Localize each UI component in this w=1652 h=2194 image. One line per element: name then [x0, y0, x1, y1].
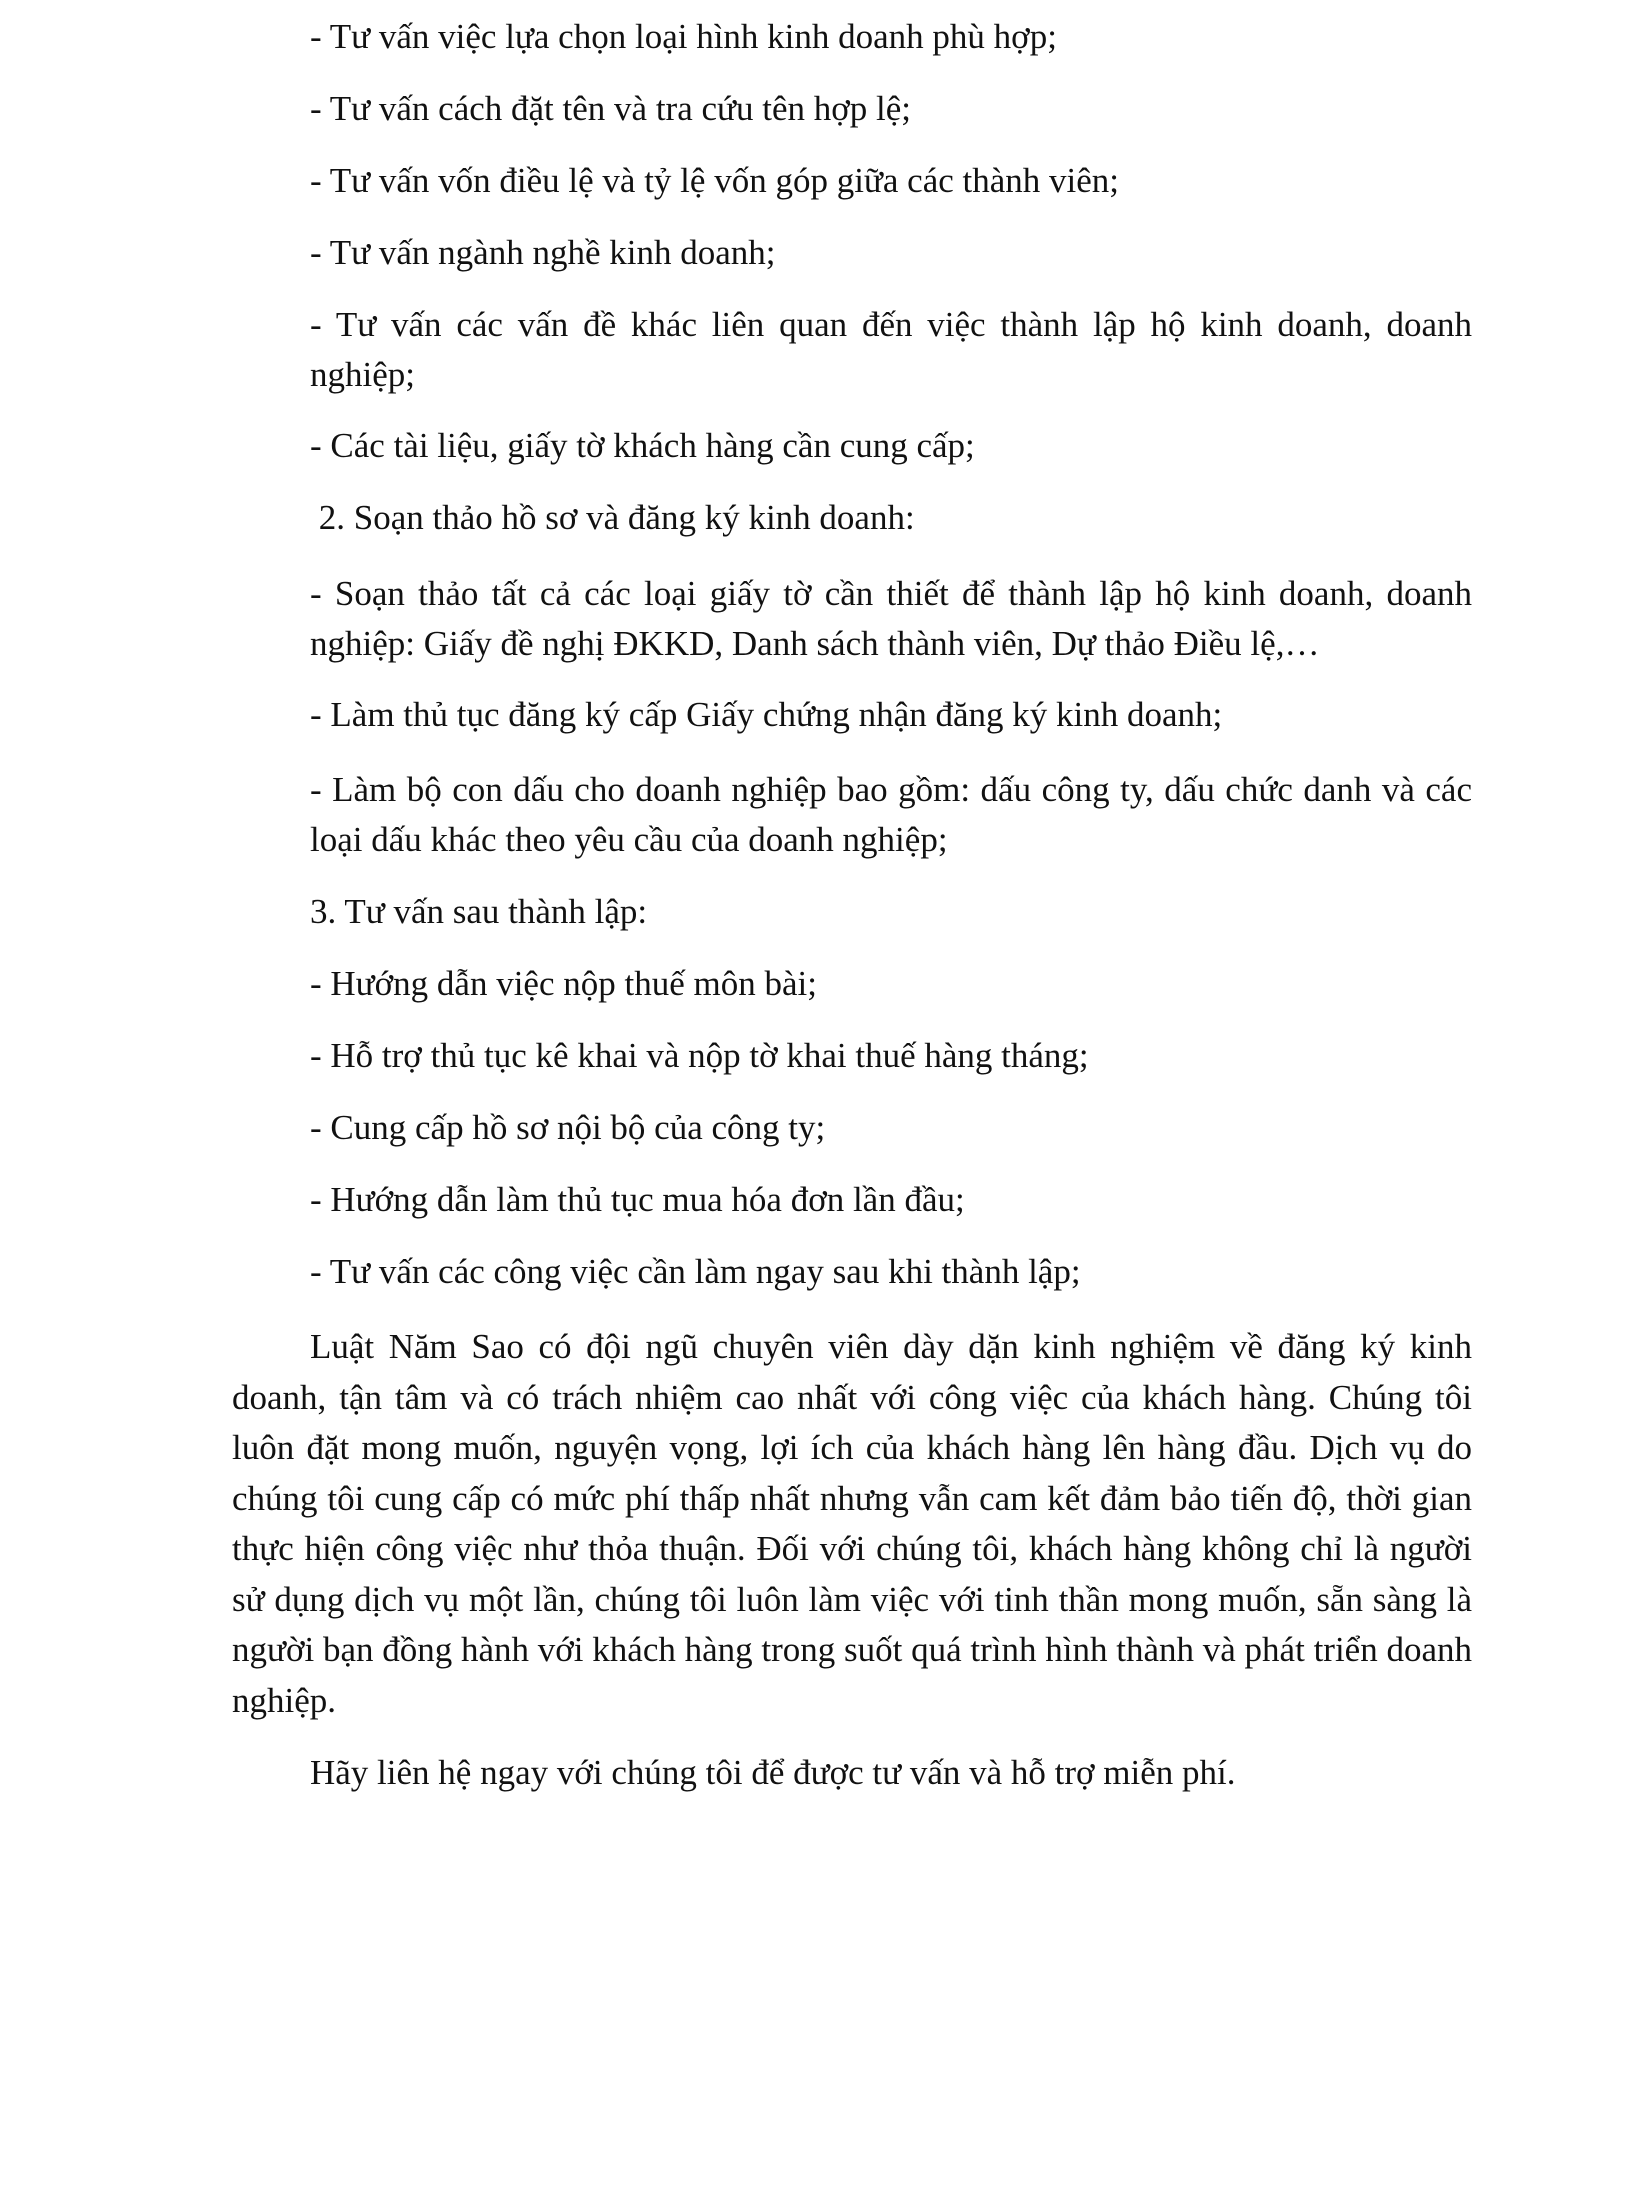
list-item: - Soạn thảo tất cả các loại giấy tờ cần thiết để thành lập hộ kinh doanh, doanh nghiệp: Giấy đề nghị ĐKKD, Danh sách thành viên, Dự thảo Điều lệ,…	[310, 574, 1472, 663]
list-item: - Tư vấn các vấn đề khác liên quan đến việc thành lập hộ kinh doanh, doanh nghiệp;	[310, 305, 1472, 394]
list-item: - Làm bộ con dấu cho doanh nghiệp bao gồm: dấu công ty, dấu chức danh và các loại dấu khác theo yêu cầu của doanh nghiệp;	[310, 770, 1472, 859]
section-heading: 3. Tư vấn sau thành lập:	[310, 892, 648, 931]
closing-paragraph: Hãy liên hệ ngay với chúng tôi để được tư vấn và hỗ trợ miễn phí.	[310, 1753, 1236, 1792]
list-item: - Tư vấn việc lựa chọn loại hình kinh doanh phù hợp;	[310, 17, 1057, 56]
list-item: - Tư vấn cách đặt tên và tra cứu tên hợp lệ;	[310, 89, 911, 128]
list-item: - Hướng dẫn việc nộp thuế môn bài;	[310, 964, 817, 1003]
list-item: - Tư vấn vốn điều lệ và tỷ lệ vốn góp giữa các thành viên;	[310, 161, 1120, 200]
list-item: - Tư vấn các công việc cần làm ngay sau khi thành lập;	[310, 1252, 1081, 1291]
list-item: - Tư vấn ngành nghề kinh doanh;	[310, 233, 776, 272]
list-item: - Hướng dẫn làm thủ tục mua hóa đơn lần đầu;	[310, 1180, 965, 1219]
list-item: - Các tài liệu, giấy tờ khách hàng cần cung cấp;	[310, 426, 975, 465]
section-heading: 2. Soạn thảo hồ sơ và đăng ký kinh doanh:	[310, 498, 915, 537]
list-item: - Cung cấp hồ sơ nội bộ của công ty;	[310, 1108, 826, 1147]
list-item: - Làm thủ tục đăng ký cấp Giấy chứng nhận đăng ký kinh doanh;	[310, 695, 1223, 734]
body-paragraph: Luật Năm Sao có đội ngũ chuyên viên dày dặn kinh nghiệm về đăng ký kinh doanh, tận tâm và có trách nhiệm cao nhất với công việc của khách hàng. Chúng tôi luôn đặt mong muốn, nguyện vọng, lợi ích của khách hàng lên hàng đầu. Dịch vụ do chúng tôi cung cấp có mức phí thấp nhất nhưng vẫn cam kết đảm bảo tiến độ, thời gian thực hiện công việc như thỏa thuận. Đối với chúng tôi, khách hàng không chỉ là người sử dụng dịch vụ một lần, chúng tôi luôn làm việc với tinh thần mong muốn, sẵn sàng là người bạn đồng hành với khách hàng trong suốt quá trình hình thành và phát triển doanh nghiệp.	[232, 1327, 1472, 1720]
list-item: - Hỗ trợ thủ tục kê khai và nộp tờ khai thuế hàng tháng;	[310, 1036, 1089, 1075]
